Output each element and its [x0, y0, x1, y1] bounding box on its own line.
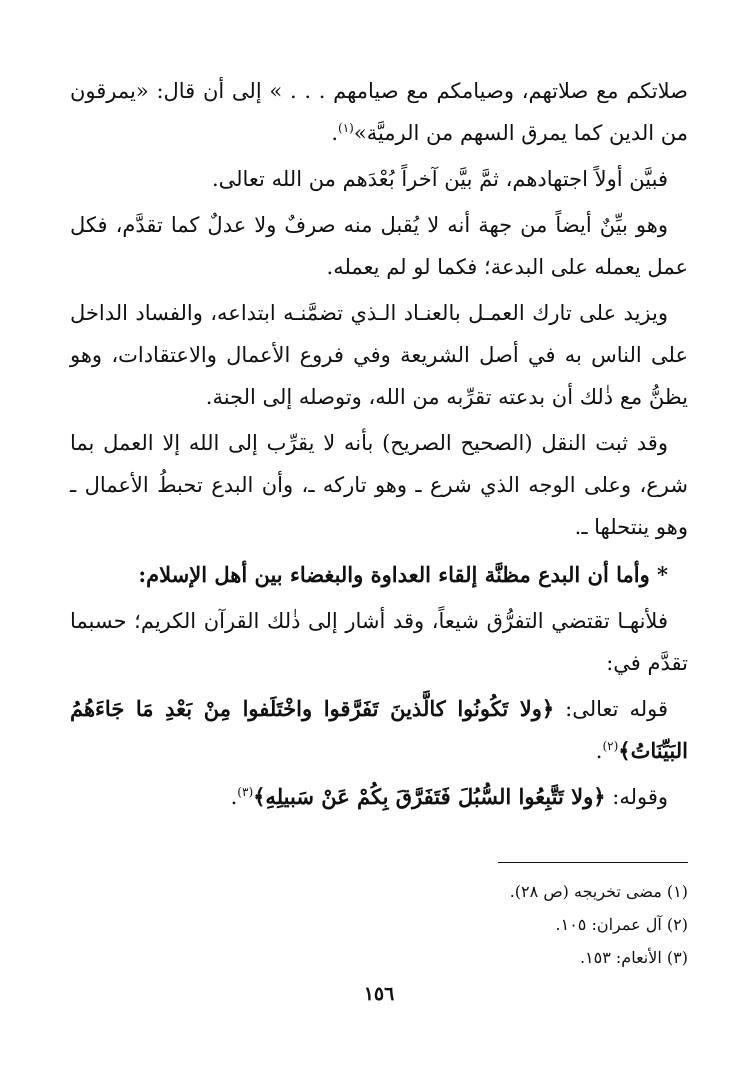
book-page	[70, 70, 688, 1060]
quote-text: ﴿ولا تَتَّبِعُوا السُّبُلَ فَتَفَرَّقَ بِكُمْ عَنْ سَبيلِهِ﴾	[253, 784, 606, 809]
footnote-ref-2: (٢)	[602, 739, 619, 753]
paragraph-text: صلاتكم مع صلاتهم، وصيامكم مع صيامهم . . . » إلى أن قال: «يمرقون من الدين كما يمرق السهم من الرميَّة»	[70, 79, 688, 145]
paragraph-no-acceptance: وهو بيِّنٌ أيضاً من جهة أنه لا يُقبل منه صرفٌ ولا عدلٌ كما تقدَّم، فكل عمل يعمله على البدعة؛ فكما لو لم يعمله.	[70, 213, 688, 279]
paragraph-transmission: وقد ثبت النقل (الصحيح الصريح) بأنه لا يقرِّب إلى الله إلا العمل بما شرع، وعلى الوجه الذي شرع ـ وهو تاركه ـ، وأن البدع تحبطُ الأعمال ـ وهو ينتحلها ـ.	[70, 431, 688, 539]
quote-lead: وقوله:	[605, 785, 668, 809]
footnote-2: (٢) آل عمران: ١٠٥.	[555, 915, 688, 934]
footnote-ref-3: (٣)	[237, 785, 254, 799]
quran-quote-2	[70, 776, 688, 818]
paragraph-hadith-end	[70, 70, 688, 154]
footnote-divider	[498, 862, 688, 863]
quote-lead: قوله تعالى:	[554, 697, 669, 721]
quote-end: .	[595, 739, 603, 763]
quran-quote-1	[70, 688, 688, 772]
footnotes	[70, 875, 688, 974]
paragraph-explanation: فبيَّن أولاً اجتهادهم، ثمَّ بيَّن آخراً بُعْدَهم من الله تعالى.	[211, 167, 668, 191]
footnote-3: (٣) الأنعام: ١٥٣.	[579, 948, 688, 967]
paragraph-end: .	[331, 121, 339, 145]
quote-text: ﴿ولا تَكُونُوا كالَّذينَ تَفَرَّقوا واخْتَلَفوا مِنْ بَعْدِ مَا جَاءَهُمُ البَيِّنَاتُ﴾	[70, 696, 688, 763]
section-heading: * وأما أن البدع مظنَّة إلقاء العداوة والبغضاء بين أهل الإسلام:	[138, 562, 668, 587]
page-number: ١٥٦	[363, 983, 395, 1005]
footnote-ref-1: (١)	[338, 121, 354, 135]
paragraph-obstinacy: ويزيد على تارك العمـل بالعنـاد الـذي تضمَّنـه ابتداعه، والفساد الداخل على الناس به في أصل الشريعة وفي فروع الأعمال والاعتقادات، وهو يظنُّ مع ذٰلك أن بدعته تقرِّبه من الله، وتوصله إلى الجنة.	[70, 301, 688, 409]
footnote-1: (١) مضى تخريجه (ص ٢٨).	[509, 882, 688, 901]
quote-end: .	[230, 785, 238, 809]
paragraph-division: فلأنهـا تقتضي التفرُّق شيعاً، وقد أشار إلى ذٰلك القرآن الكريم؛ حسبما تقدَّم في:	[70, 609, 688, 675]
